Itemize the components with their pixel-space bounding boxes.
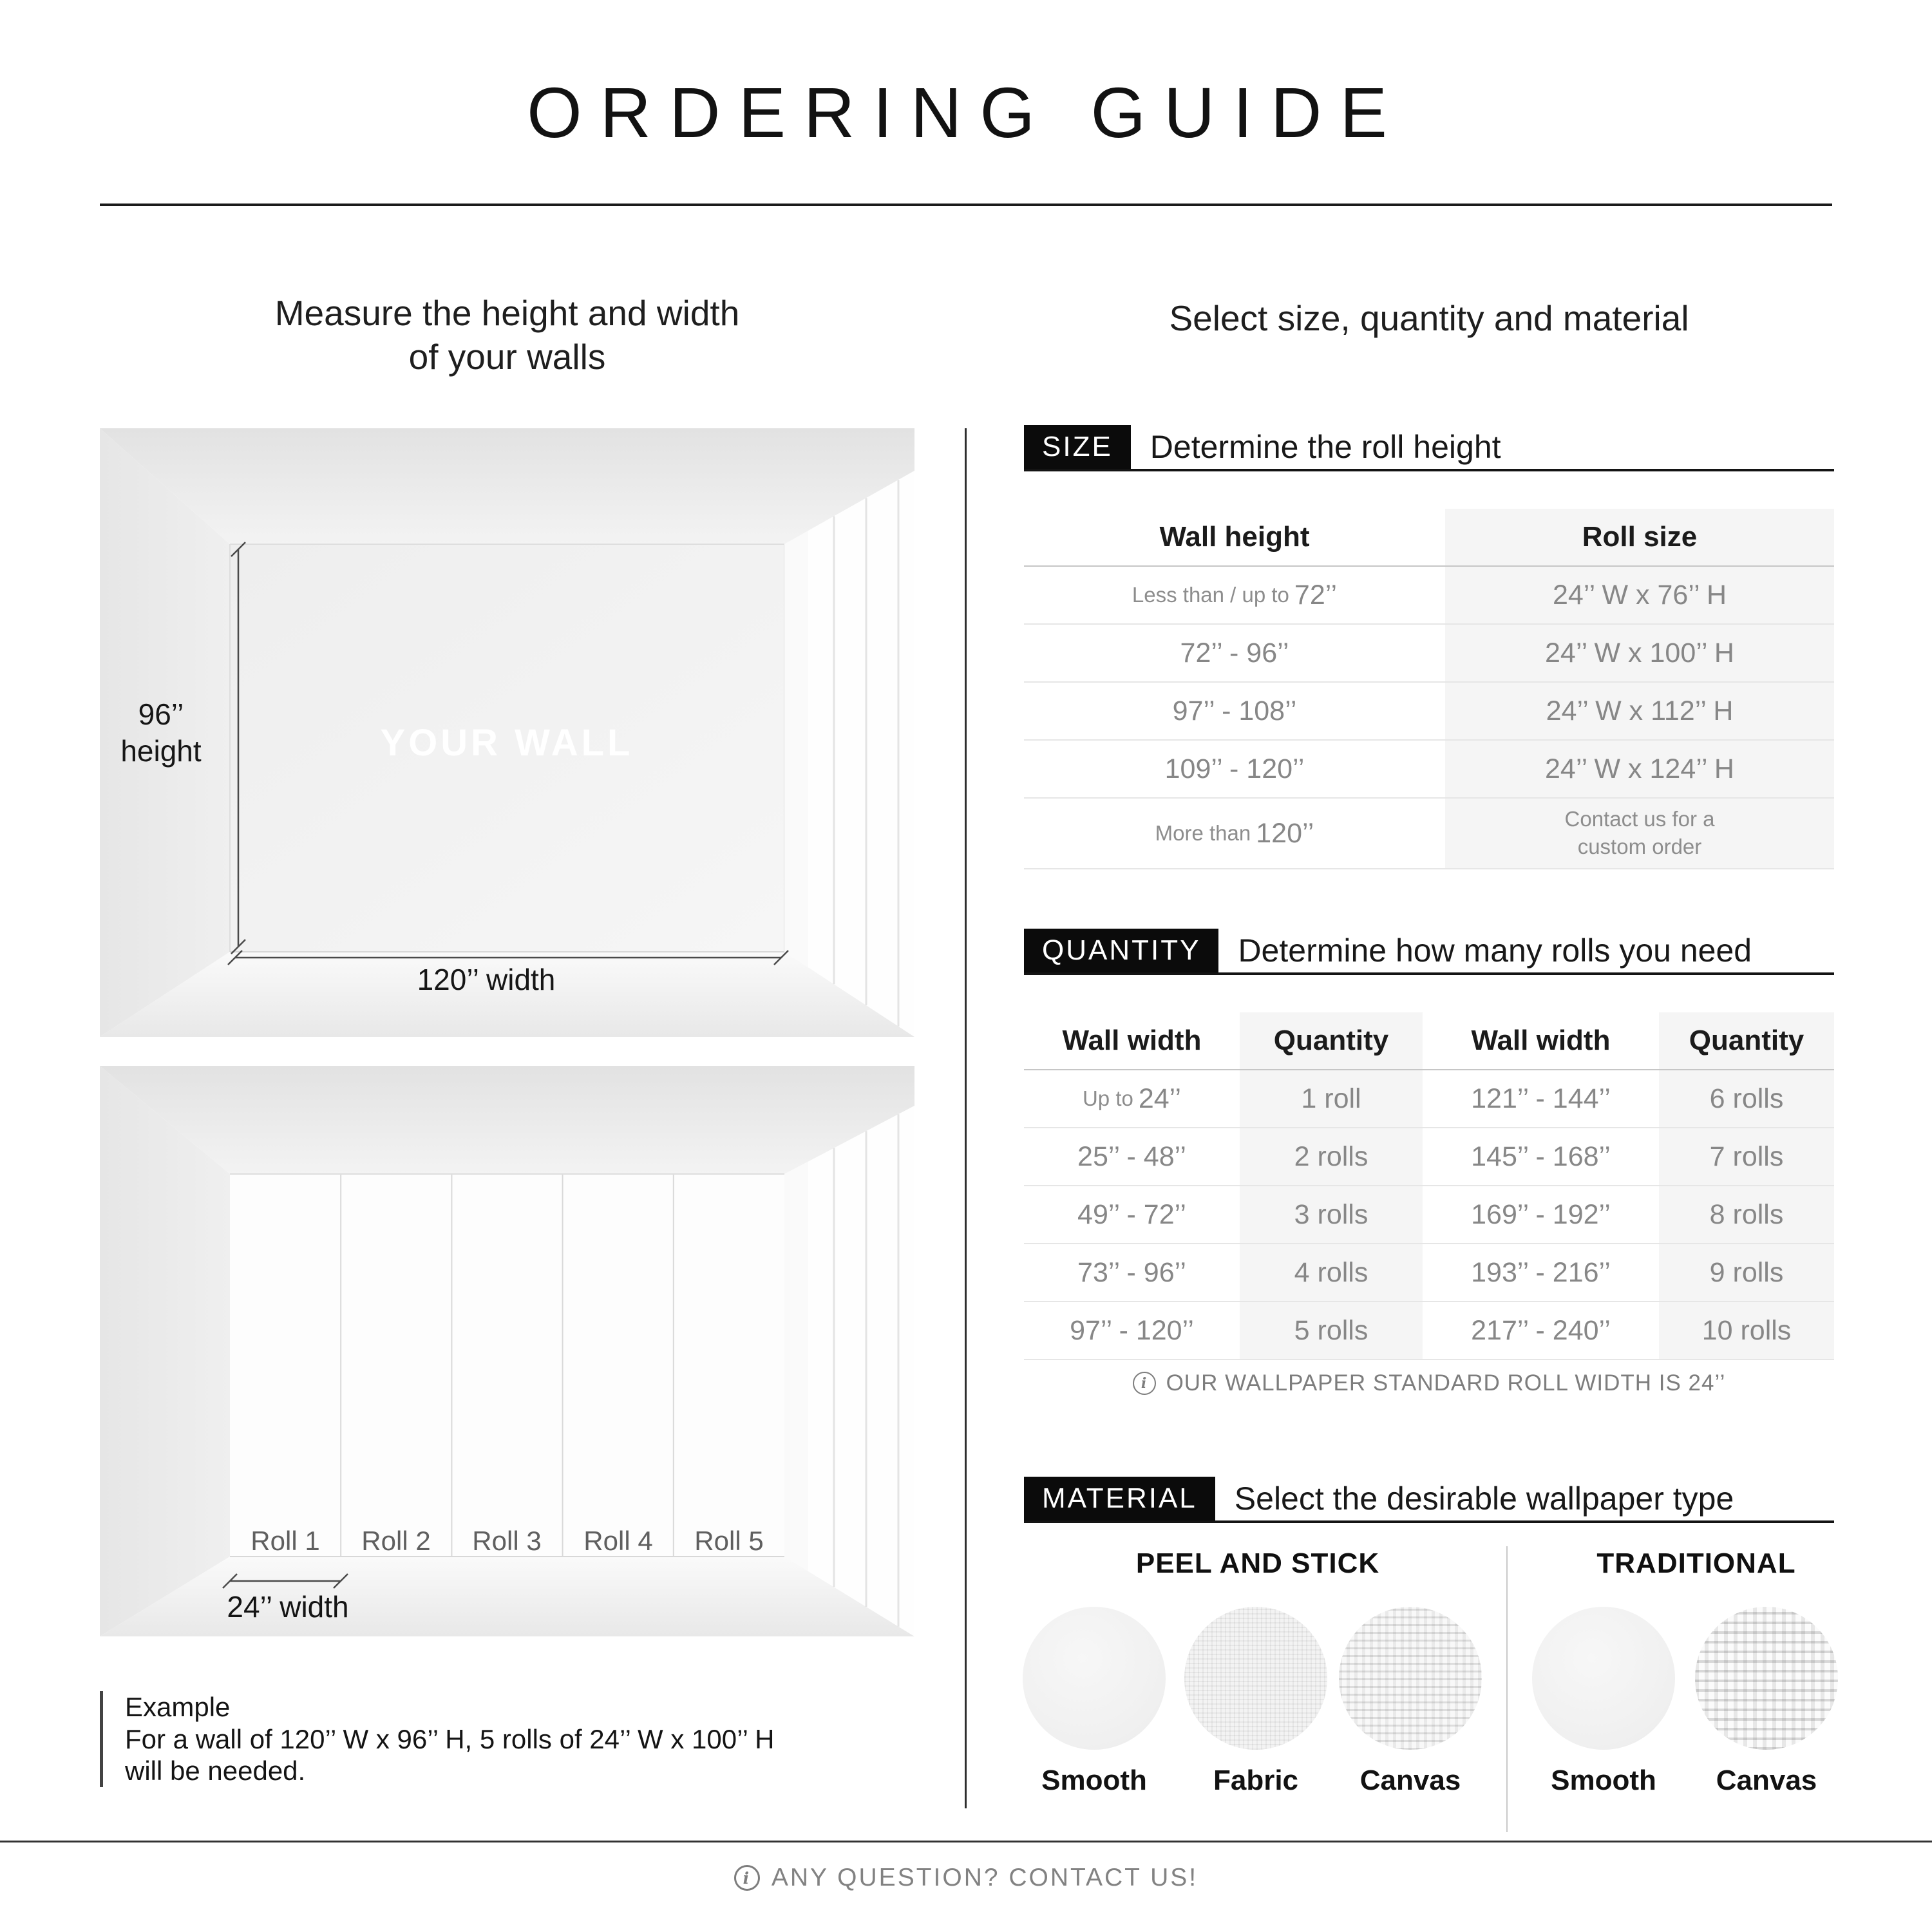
ceiling-shape: [100, 1066, 914, 1174]
quantity-table-row: [1024, 1070, 1834, 1128]
traditional-group-title: TRADITIONAL: [1596, 1548, 1796, 1579]
left-column-heading: [100, 291, 914, 379]
height-dimension-word: height: [120, 734, 202, 768]
info-icon: [1133, 1372, 1156, 1395]
ceiling-shape: [100, 428, 914, 544]
quantity-column-header: Quantity: [1240, 1012, 1423, 1069]
wall-width-cell: [1423, 1070, 1659, 1127]
wall-width-cell: [1423, 1128, 1659, 1185]
quantity-value: 9 rolls: [1709, 1256, 1784, 1288]
wall-height-cell: [1024, 683, 1445, 739]
quantity-value: 3 rolls: [1294, 1198, 1368, 1230]
roll-size-value: 24’’ W x 76’’ H: [1552, 579, 1727, 611]
roll-size-value: 24’’ W x 100’’ H: [1545, 637, 1734, 668]
quantity-value: 4 rolls: [1294, 1256, 1368, 1288]
swatch-label: Canvas: [1359, 1765, 1461, 1796]
wall-height-cell: [1024, 799, 1445, 868]
quantity-cell: [1240, 1128, 1423, 1185]
wall-width-cell: [1024, 1186, 1240, 1243]
quantity-value: 7 rolls: [1709, 1141, 1784, 1172]
material-badge: MATERIAL: [1024, 1477, 1215, 1520]
info-icon: [734, 1865, 760, 1891]
roll-size-column-header: Roll size: [1445, 509, 1834, 565]
wall-height-prefix: Less than / up to: [1132, 583, 1289, 607]
window-jamb-shape: [784, 531, 808, 967]
example-line1: For a wall of 120’’ W x 96’’ H, 5 rolls of 24’’ W x 100’’ H: [125, 1723, 775, 1754]
window-jamb-shape: [784, 1162, 808, 1571]
quantity-table-row: [1024, 1128, 1834, 1186]
size-table-row: [1024, 799, 1834, 869]
roll-panel-label: Roll 1: [251, 1526, 320, 1556]
swatch-label: Smooth: [1551, 1765, 1656, 1796]
traditional-smooth-swatch: [1532, 1607, 1675, 1750]
quantity-table-row: [1024, 1244, 1834, 1302]
quantity-value: 8 rolls: [1709, 1198, 1784, 1230]
size-table-row: [1024, 741, 1834, 799]
roll-size-value: Contact us for a custom order: [1564, 807, 1715, 858]
info-icon-letter: i: [1141, 1375, 1148, 1392]
quantity-column-header: Quantity: [1659, 1012, 1834, 1069]
quantity-cell: [1240, 1244, 1423, 1301]
quantity-value: 6 rolls: [1709, 1083, 1784, 1114]
info-icon-letter: i: [743, 1868, 752, 1888]
quantity-value: 2 rolls: [1294, 1141, 1368, 1172]
roll-size-cell: [1445, 625, 1834, 681]
room2-svg: [100, 1066, 914, 1636]
wall-width-value: 193’’ - 216’’: [1471, 1256, 1611, 1288]
column-divider: [965, 428, 967, 1808]
width-dimension-label: 120’’ width: [417, 963, 556, 996]
size-table: [1024, 509, 1834, 869]
size-badge: SIZE: [1024, 425, 1131, 469]
size-table-header-row: [1024, 509, 1834, 567]
roll-size-cell: [1445, 741, 1834, 797]
quantity-cell: [1659, 1302, 1834, 1359]
room-illustration-rolls: [100, 1066, 914, 1636]
title-underline: [100, 204, 1832, 206]
quantity-cell: [1240, 1186, 1423, 1243]
quantity-cell: [1240, 1070, 1423, 1127]
wall-height-column-header: Wall height: [1159, 521, 1310, 553]
wall-width-value: 121’’ - 144’’: [1471, 1083, 1611, 1114]
example-title: Example: [125, 1692, 231, 1722]
wall-width-value: 25’’ - 48’’: [1077, 1141, 1186, 1172]
roll-panel-label: Roll 5: [694, 1526, 764, 1556]
peel-and-stick-group-title: PEEL AND STICK: [1135, 1548, 1380, 1579]
wall-height-prefix: More than: [1155, 821, 1251, 845]
peel-smooth-swatch: [1023, 1607, 1166, 1750]
peel-fabric-swatch: [1184, 1607, 1327, 1750]
quantity-table: [1024, 1012, 1834, 1360]
left-heading-line2: of your walls: [408, 337, 606, 377]
left-heading-line1: Measure the height and width: [274, 293, 740, 333]
wall-height-cell: [1024, 625, 1445, 681]
wall-width-cell: [1423, 1244, 1659, 1301]
material-section-header: [1024, 1477, 1834, 1523]
material-options: [1024, 1542, 1834, 1839]
height-dimension-value: 96’’: [138, 697, 184, 731]
quantity-badge: QUANTITY: [1024, 929, 1218, 972]
quantity-table-header-row: [1024, 1012, 1834, 1070]
wall-height-cell: [1024, 567, 1445, 623]
footer-divider: [0, 1841, 1932, 1842]
page-title: ORDERING GUIDE: [527, 73, 1405, 153]
size-subtitle: Determine the roll height: [1150, 429, 1501, 465]
wall-height-value: 109’’ - 120’’: [1164, 753, 1305, 784]
wall-width-cell: [1024, 1302, 1240, 1359]
swatch-label: Smooth: [1041, 1765, 1147, 1796]
roll-size-cell: [1445, 683, 1834, 739]
quantity-value: 10 rolls: [1701, 1314, 1792, 1346]
wall-height-value: 120’’: [1256, 817, 1314, 849]
floor-shape: [100, 1557, 914, 1636]
quantity-subtitle: Determine how many rolls you need: [1238, 933, 1752, 969]
example-line2: will be needed.: [125, 1756, 306, 1786]
roll-size-value: 24’’ W x 112’’ H: [1546, 695, 1734, 726]
swatch-label: Fabric: [1213, 1765, 1299, 1796]
wall-width-value: 73’’ - 96’’: [1077, 1256, 1186, 1288]
quantity-cell: [1659, 1186, 1834, 1243]
wall-width-cell: [1024, 1244, 1240, 1301]
wall-width-cell: [1423, 1302, 1659, 1359]
wall-width-value: 49’’ - 72’’: [1077, 1198, 1186, 1230]
roll-size-value: 24’’ W x 124’’ H: [1545, 753, 1734, 784]
material-group-divider: [1506, 1546, 1508, 1832]
size-table-row: [1024, 567, 1834, 625]
material-subtitle: Select the desirable wallpaper type: [1234, 1481, 1734, 1517]
wall-width-prefix: Up to: [1082, 1086, 1133, 1110]
quantity-cell: [1659, 1128, 1834, 1185]
wall-width-value: 217’’ - 240’’: [1471, 1314, 1611, 1346]
footer-contact-text: ANY QUESTION? CONTACT US!: [771, 1864, 1198, 1891]
quantity-cell: [1240, 1302, 1423, 1359]
quantity-cell: [1659, 1244, 1834, 1301]
footer-contact-note: [0, 1864, 1932, 1892]
size-section-header: [1024, 425, 1834, 471]
quantity-value: 1 roll: [1301, 1083, 1361, 1114]
wall-width-cell: [1024, 1070, 1240, 1127]
right-column-heading: Select size, quantity and material: [1169, 298, 1689, 338]
example-note: [100, 1691, 774, 1787]
wall-height-value: 97’’ - 108’’: [1172, 695, 1297, 726]
roll-size-cell: [1445, 799, 1834, 868]
quantity-table-row: [1024, 1186, 1834, 1244]
room1-svg: [100, 428, 914, 1037]
peel-canvas-swatch: [1339, 1607, 1482, 1750]
wall-height-value: 72’’: [1294, 579, 1338, 611]
roll-width-note: [1024, 1370, 1834, 1396]
wall-height-cell: [1024, 741, 1445, 797]
wall-width-value: 24’’: [1138, 1083, 1182, 1114]
wall-width-cell: [1423, 1186, 1659, 1243]
size-table-row: [1024, 683, 1834, 741]
roll-size-cell: [1445, 567, 1834, 623]
roll-panels-shape: [230, 1174, 784, 1557]
roll-panel-label: Roll 4: [583, 1526, 653, 1556]
wall-width-column-header: Wall width: [1062, 1025, 1202, 1056]
roll-panel-label: Roll 3: [472, 1526, 542, 1556]
wall-width-cell: [1024, 1128, 1240, 1185]
quantity-value: 5 rolls: [1294, 1314, 1368, 1346]
quantity-cell: [1659, 1070, 1834, 1127]
wall-width-value: 145’’ - 168’’: [1471, 1141, 1611, 1172]
quantity-section-header: [1024, 929, 1834, 975]
wall-width-column-header: Wall width: [1471, 1025, 1611, 1056]
traditional-canvas-swatch: [1695, 1607, 1838, 1750]
roll-width-dimension-label: 24’’ width: [227, 1590, 349, 1624]
roll-panel-label: Roll 2: [361, 1526, 431, 1556]
your-wall-label: YOUR WALL: [380, 722, 634, 764]
wall-width-value: 97’’ - 120’’: [1070, 1314, 1194, 1346]
size-table-row: [1024, 625, 1834, 683]
wall-height-value: 72’’ - 96’’: [1180, 637, 1289, 668]
roll-width-note-text: OUR WALLPAPER STANDARD ROLL WIDTH IS 24’’: [1166, 1370, 1726, 1396]
wall-width-value: 169’’ - 192’’: [1471, 1198, 1611, 1230]
room-illustration-measure: [100, 428, 914, 1037]
quantity-table-row: [1024, 1302, 1834, 1360]
swatch-label: Canvas: [1716, 1765, 1817, 1796]
